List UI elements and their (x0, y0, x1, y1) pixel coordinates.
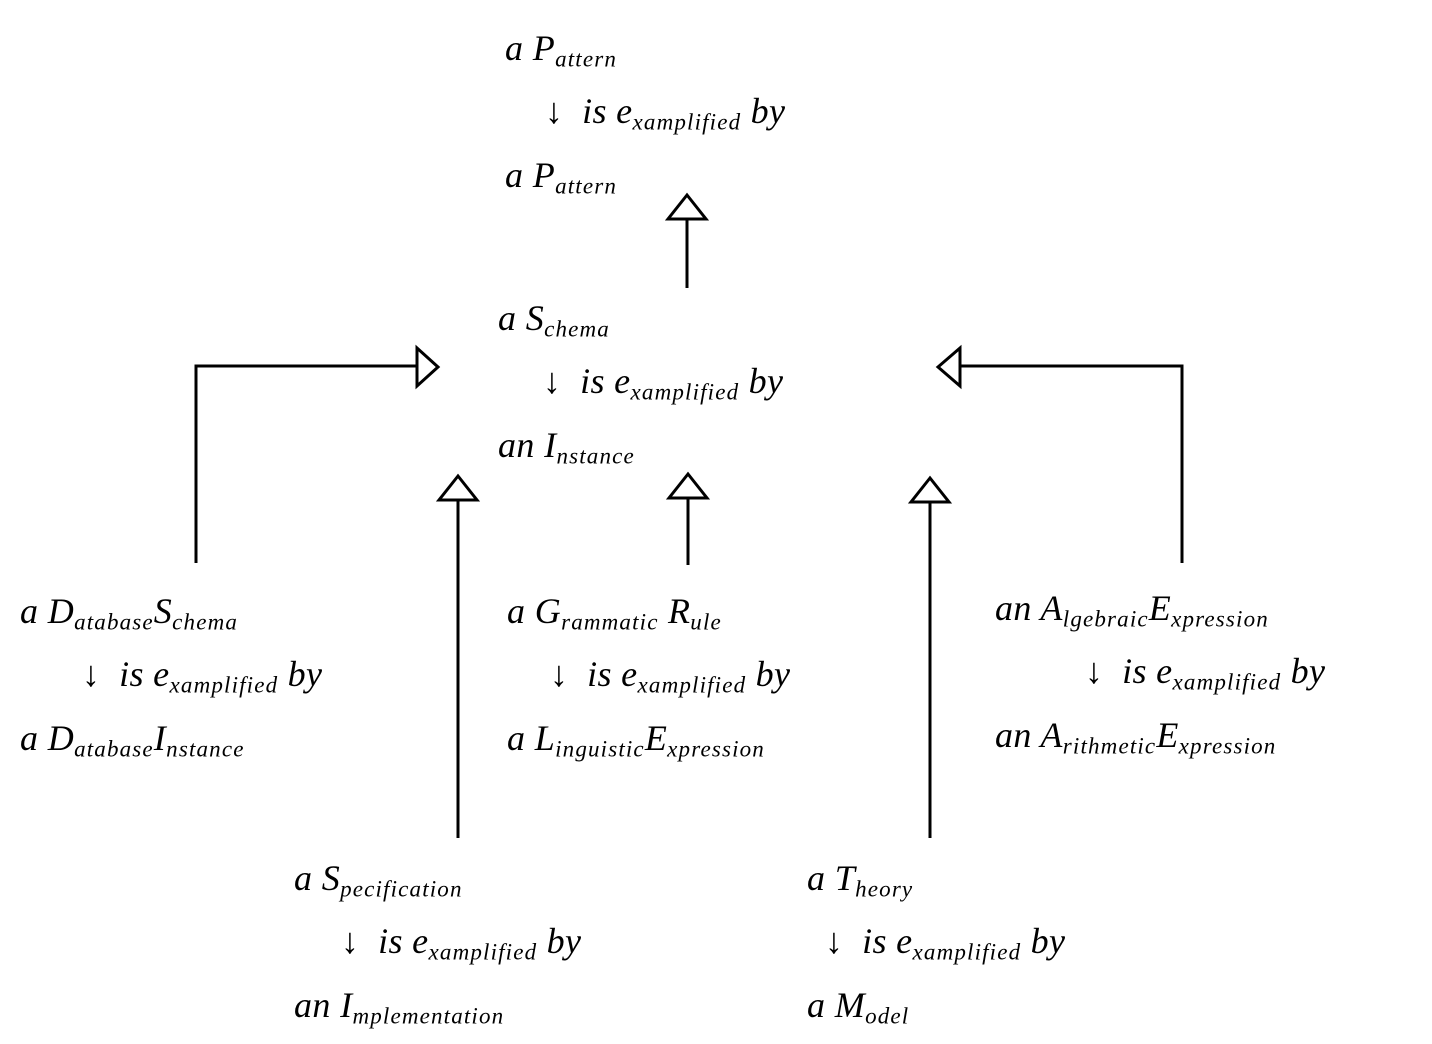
subscript-text: xpression (1171, 605, 1269, 632)
down-arrow-icon: ↓ (825, 921, 844, 962)
down-arrow-icon: ↓ (1085, 651, 1104, 692)
block-algebraic-expression (995, 582, 1325, 772)
pattern-line-3 (505, 149, 785, 212)
subscript-text: lgebraic (1062, 605, 1149, 632)
database-schema-line-3 (20, 712, 322, 775)
hollow-triangle-arrowhead-up (911, 478, 949, 502)
block-grammatic-rule (507, 585, 790, 775)
term-text: a T (807, 858, 856, 898)
subscript-text: xpression (667, 735, 765, 762)
subscript-text: chema (544, 315, 610, 342)
subscript-text: inguistic (555, 735, 645, 762)
database-schema-line-2 (82, 648, 322, 711)
subscript-text: atabase (74, 735, 154, 762)
subscript-text: xamplified (632, 108, 742, 135)
block-specification (294, 852, 581, 1042)
subscript-text: xamplified (912, 938, 1022, 965)
subscript-text: heory (855, 875, 914, 902)
term-text: a D (20, 717, 75, 758)
connector-database-schema-to-schema (196, 348, 438, 563)
subscript-text: rammatic (561, 608, 659, 635)
down-arrow-icon: ↓ (545, 91, 564, 132)
grammatic-rule-line-2 (550, 648, 790, 711)
subscript-text: pecification (340, 875, 463, 902)
subscript-text: odel (865, 1002, 910, 1029)
term-text: by (741, 91, 786, 132)
term-text: is e (359, 921, 429, 962)
pattern-line-2 (545, 85, 785, 148)
subscript-text: xamplified (630, 378, 740, 405)
term-text: is e (561, 361, 631, 402)
subscript-text: attern (555, 172, 618, 199)
subscript-text: ule (690, 608, 722, 635)
subscript-text: xamplified (428, 938, 538, 965)
subscript-text: xamplified (169, 671, 279, 698)
specification-line-3 (294, 979, 581, 1042)
term-text: E (1156, 714, 1179, 755)
theory-line-3 (807, 979, 1065, 1042)
grammatic-rule-line-1 (507, 585, 790, 648)
connector-grammatic-rule-to-instance (669, 474, 707, 565)
connector-algebraic-expression-to-schema (938, 348, 1182, 563)
block-schema-instance (498, 292, 783, 482)
block-theory (807, 852, 1065, 1042)
subscript-text: chema (172, 608, 239, 635)
database-schema-line-1 (20, 585, 322, 648)
subscript-text: mplementation (352, 1002, 505, 1029)
term-text: is e (100, 654, 170, 695)
term-text: by (278, 654, 323, 695)
algebraic-expression-line-3 (995, 709, 1325, 772)
term-text: is e (843, 921, 913, 962)
term-text: an A (995, 714, 1063, 755)
schema-line-3 (498, 419, 783, 482)
term-text: S (153, 591, 173, 631)
connector-elbow-line (196, 366, 417, 563)
theory-line-1 (807, 852, 1065, 915)
term-text: is e (568, 654, 638, 695)
hollow-triangle-arrowhead-up (439, 476, 477, 500)
hollow-triangle-arrowhead-right (417, 348, 438, 386)
term-text: by (1281, 651, 1326, 692)
schema-line-2 (543, 355, 783, 418)
term-text: E (644, 717, 668, 758)
algebraic-expression-line-2 (1085, 645, 1325, 708)
term-text: is e (1103, 651, 1173, 692)
term-text: by (739, 361, 784, 402)
term-text: by (537, 921, 582, 962)
subscript-text: xamplified (1172, 668, 1282, 695)
term-text: an A (995, 588, 1063, 628)
subscript-text: nstance (556, 442, 635, 469)
subscript-text: xpression (1178, 732, 1277, 759)
connector-specification-to-instance (439, 476, 477, 838)
down-arrow-icon: ↓ (550, 654, 569, 695)
subscript-text: nstance (166, 735, 245, 762)
term-text: a G (507, 591, 562, 631)
connector-theory-to-instance (911, 478, 949, 838)
term-text: an I (498, 424, 557, 465)
specification-line-2 (341, 915, 581, 978)
connector-elbow-line (960, 366, 1182, 563)
subscript-text: atabase (74, 608, 154, 635)
block-database-schema (20, 585, 322, 775)
term-text: by (746, 654, 791, 695)
term-text: a S (498, 298, 545, 338)
term-text: is e (563, 91, 633, 132)
term-text: a M (807, 984, 866, 1025)
term-text: a L (507, 717, 556, 758)
term-text: a S (294, 858, 341, 898)
specification-line-1 (294, 852, 581, 915)
term-text: R (658, 591, 691, 631)
hollow-triangle-arrowhead-left (938, 348, 960, 386)
theory-line-2 (825, 915, 1065, 978)
subscript-text: rithmetic (1062, 732, 1157, 759)
term-text: an I (294, 984, 353, 1025)
subscript-text: attern (555, 45, 618, 72)
subscript-text: xamplified (637, 671, 747, 698)
term-text: E (1148, 588, 1172, 628)
term-text: I (153, 717, 167, 758)
down-arrow-icon: ↓ (82, 654, 101, 695)
down-arrow-icon: ↓ (341, 921, 360, 962)
pattern-line-1 (505, 22, 785, 85)
term-text: a P (505, 28, 556, 68)
schema-line-1 (498, 292, 783, 355)
term-text: a P (505, 154, 556, 195)
down-arrow-icon: ↓ (543, 361, 562, 402)
block-pattern (505, 22, 785, 212)
grammatic-rule-line-3 (507, 712, 790, 775)
term-text: by (1021, 921, 1066, 962)
algebraic-expression-line-1 (995, 582, 1325, 645)
term-text: a D (20, 591, 75, 631)
